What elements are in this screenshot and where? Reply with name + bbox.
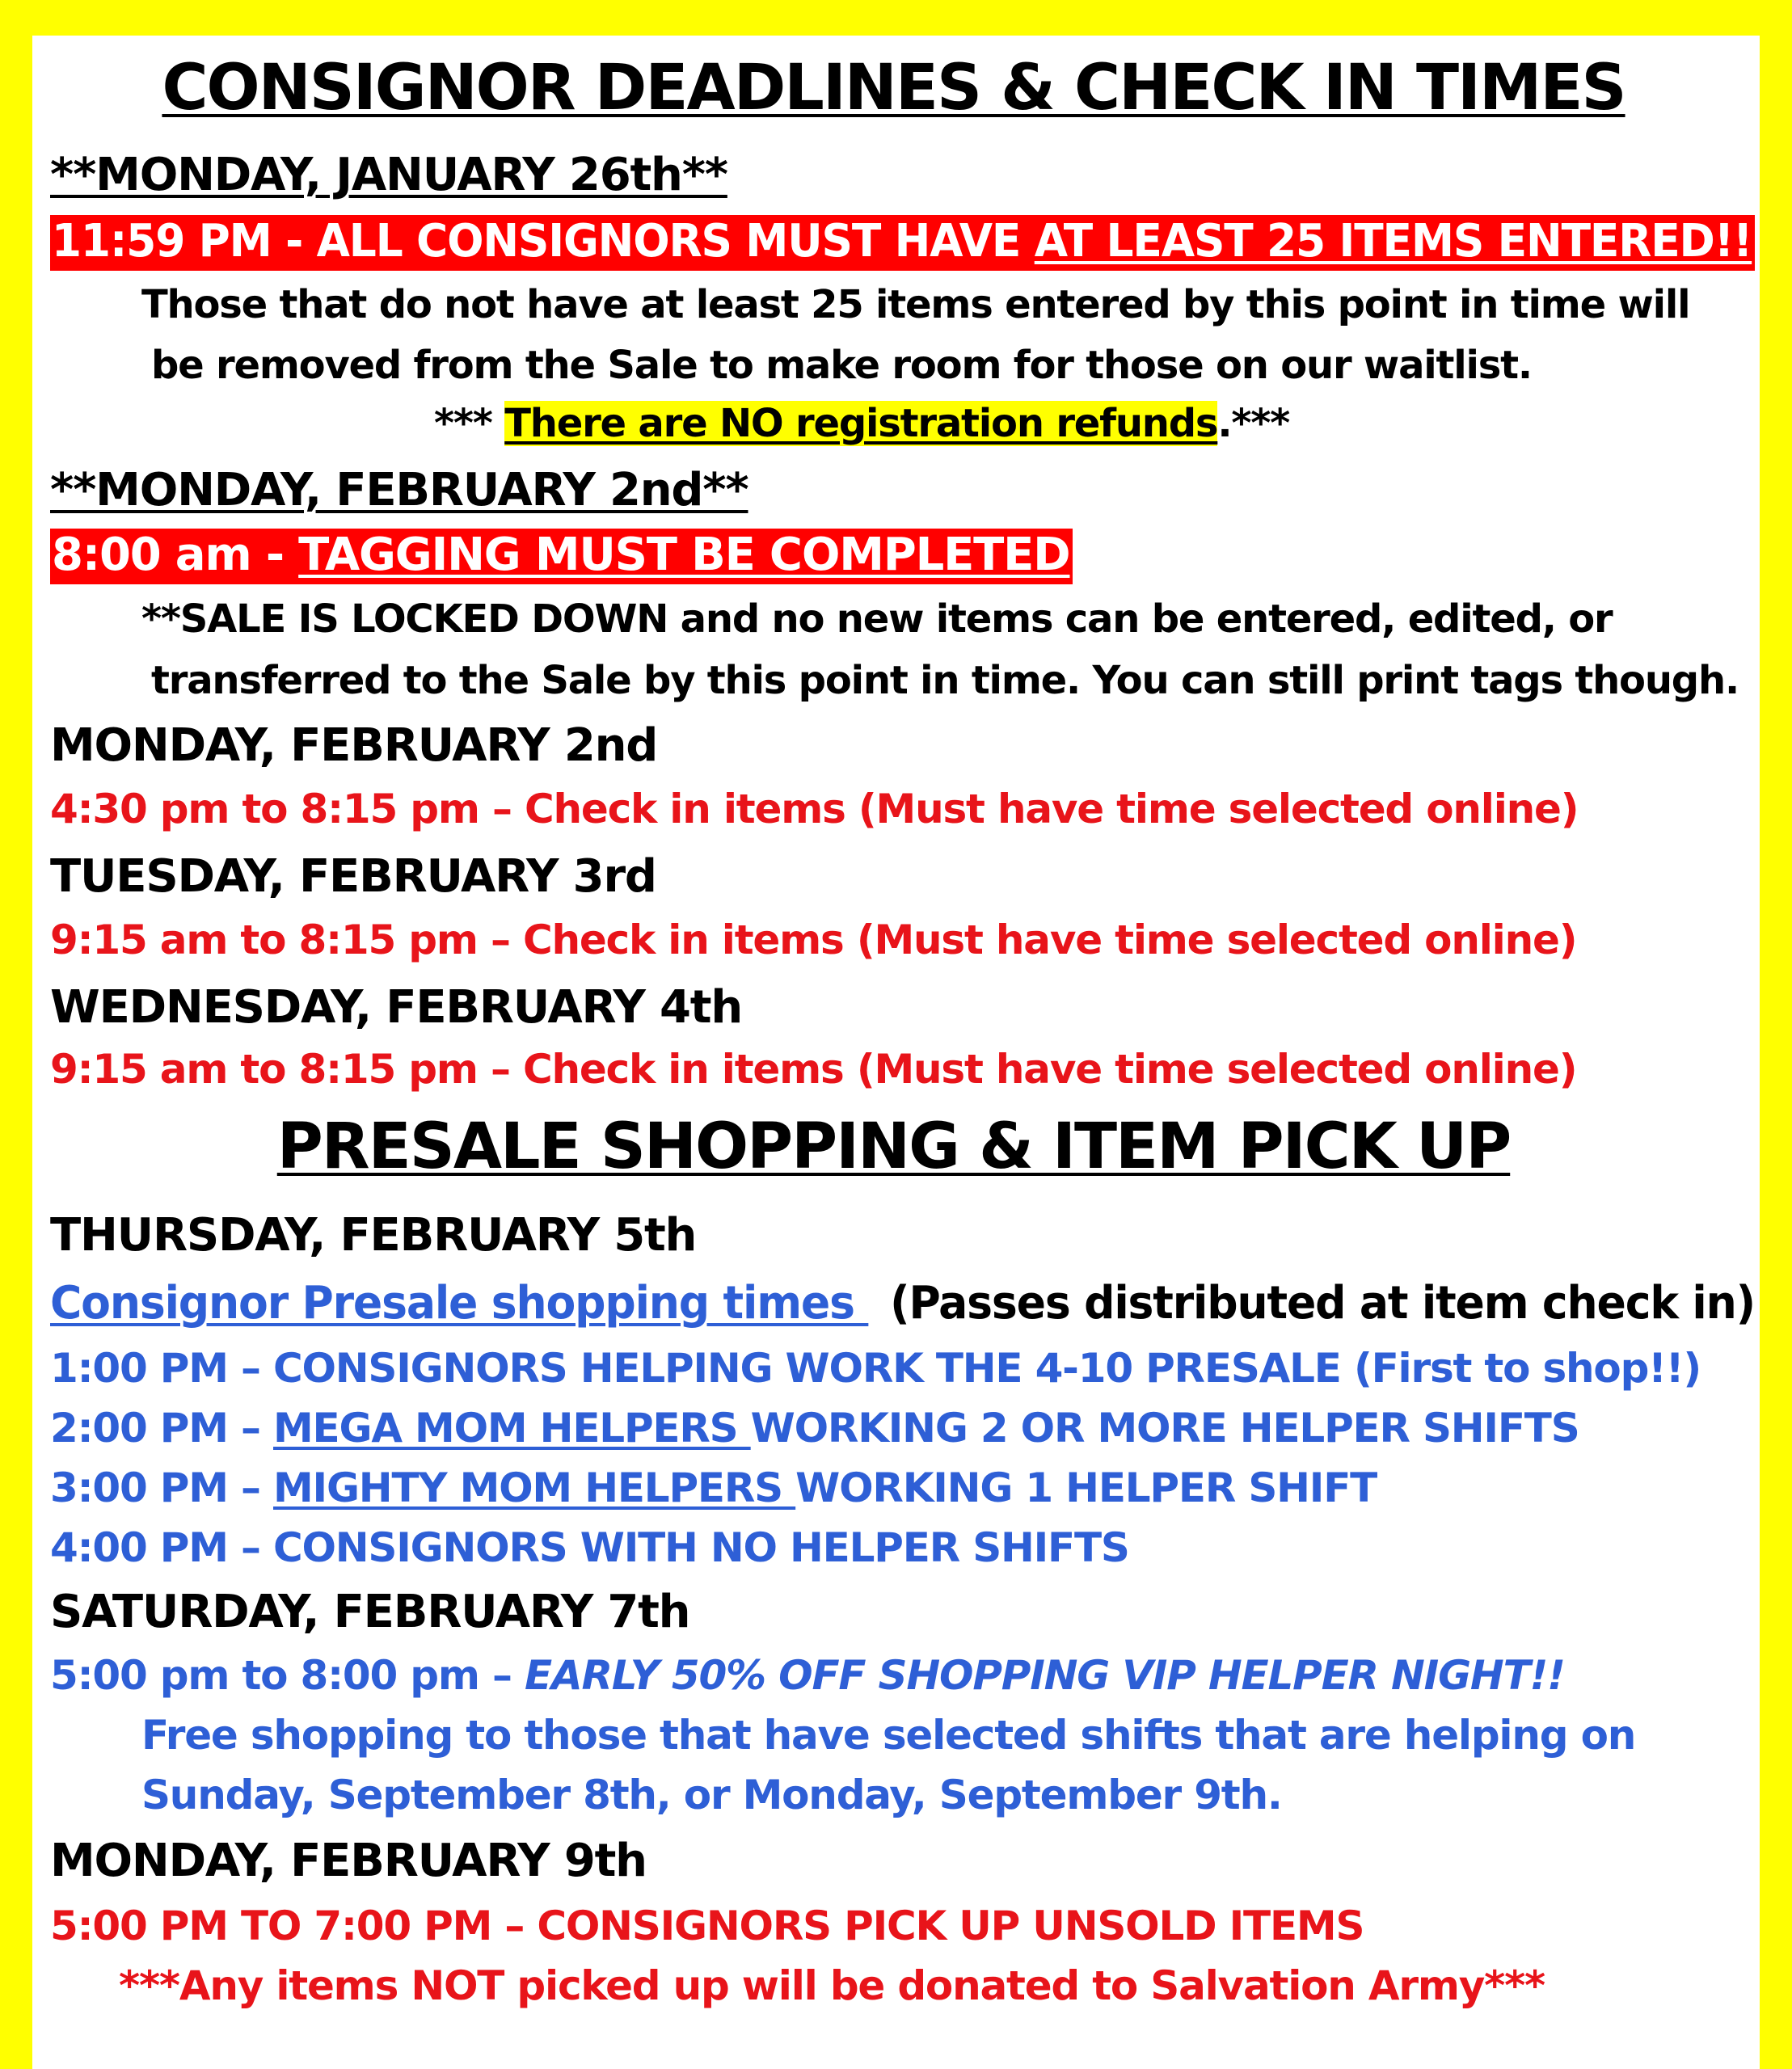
- section-title-deadlines: CONSIGNOR DEADLINES & CHECK IN TIMES: [162, 52, 1625, 124]
- checkin-day-2: TUESDAY, FEBRUARY 3rd: [50, 850, 656, 903]
- deadline-feb-2-prefix: 8:00 am -: [52, 529, 299, 581]
- checkin-day-1: MONDAY, FEBRUARY 2nd: [50, 719, 658, 772]
- note-feb-2-line1: **SALE IS LOCKED DOWN and no new items can be entered, edited, or: [141, 596, 1613, 642]
- deadline-jan-26: [50, 215, 1755, 268]
- checkin-day-3: WEDNESDAY, FEBRUARY 4th: [50, 981, 742, 1034]
- deadline-feb-2-emphasis: TAGGING MUST BE COMPLETED: [298, 529, 1070, 581]
- donation-note: ***Any items NOT picked up will be donated to Salvation Army***: [119, 1962, 1545, 2009]
- refund-notice: [434, 401, 1289, 446]
- saturday-note-line2: Sunday, September 8th, or Monday, September 9th.: [141, 1772, 1282, 1818]
- presale-slot-2-group: MEGA MOM HELPERS: [273, 1405, 751, 1452]
- checkin-time-1: 4:30 pm to 8:15 pm – Check in items (Must have time selected online): [50, 786, 1579, 832]
- saturday-time-range: 5:00 pm to 8:00 pm –: [50, 1652, 525, 1699]
- presale-times-label: Consignor Presale shopping times: [50, 1277, 869, 1329]
- saturday-event: EARLY 50% OFF SHOPPING VIP HELPER NIGHT!!: [525, 1652, 1565, 1699]
- presale-times-line: [50, 1277, 1755, 1329]
- presale-slot-4: 4:00 PM – CONSIGNORS WITH NO HELPER SHIFTS: [50, 1524, 1129, 1571]
- presale-passes-note: (Passes distributed at item check in): [890, 1277, 1755, 1329]
- presale-slot-3-time: 3:00 PM –: [50, 1464, 273, 1511]
- section-title-presale: PRESALE SHOPPING & ITEM PICK UP: [276, 1110, 1511, 1183]
- deadline-feb-2: [50, 529, 1073, 581]
- heading-jan-26: **MONDAY, JANUARY 26th**: [50, 149, 727, 201]
- presale-slot-3: [50, 1464, 1377, 1511]
- presale-slot-3-detail: WORKING 1 HELPER SHIFT: [795, 1464, 1377, 1511]
- presale-slot-1: 1:00 PM – CONSIGNORS HELPING WORK THE 4-10 PRESALE (First to shop!!): [50, 1345, 1701, 1392]
- refund-highlight: There are NO registration refunds: [504, 401, 1218, 446]
- saturday-time: [50, 1652, 1565, 1699]
- refund-prefix: ***: [434, 401, 505, 446]
- checkin-time-2: 9:15 am to 8:15 pm – Check in items (Must have time selected online): [50, 917, 1577, 963]
- note-jan-26-line2: be removed from the Sale to make room for those on our waitlist.: [151, 343, 1532, 388]
- deadline-jan-26-prefix: 11:59 PM - ALL CONSIGNORS MUST HAVE: [51, 215, 1035, 268]
- presale-slot-2: [50, 1405, 1579, 1452]
- presale-day-saturday: SATURDAY, FEBRUARY 7th: [50, 1586, 690, 1638]
- saturday-note-line1: Free shopping to those that have selected shifts that are helping on: [141, 1712, 1636, 1759]
- deadline-jan-26-emphasis: AT LEAST 25 ITEMS ENTERED!!: [1034, 215, 1752, 268]
- refund-suffix: .***: [1217, 401, 1290, 446]
- note-feb-2-line2: transferred to the Sale by this point in time. You can still print tags though.: [151, 658, 1739, 703]
- presale-day-monday: MONDAY, FEBRUARY 9th: [50, 1835, 647, 1887]
- checkin-time-3: 9:15 am to 8:15 pm – Check in items (Must have time selected online): [50, 1046, 1577, 1093]
- presale-day-thursday: THURSDAY, FEBRUARY 5th: [50, 1209, 697, 1262]
- heading-feb-2-lock: **MONDAY, FEBRUARY 2nd**: [50, 464, 748, 516]
- flyer-sheet: [32, 36, 1760, 2069]
- note-jan-26-line1: Those that do not have at least 25 items entered by this point in time will: [141, 282, 1690, 327]
- presale-slot-3-group: MIGHTY MOM HELPERS: [273, 1464, 796, 1511]
- presale-slot-2-detail: WORKING 2 OR MORE HELPER SHIFTS: [750, 1405, 1579, 1452]
- presale-slot-2-time: 2:00 PM –: [50, 1405, 273, 1452]
- pickup-time: 5:00 PM TO 7:00 PM – CONSIGNORS PICK UP UNSOLD ITEMS: [50, 1903, 1364, 1949]
